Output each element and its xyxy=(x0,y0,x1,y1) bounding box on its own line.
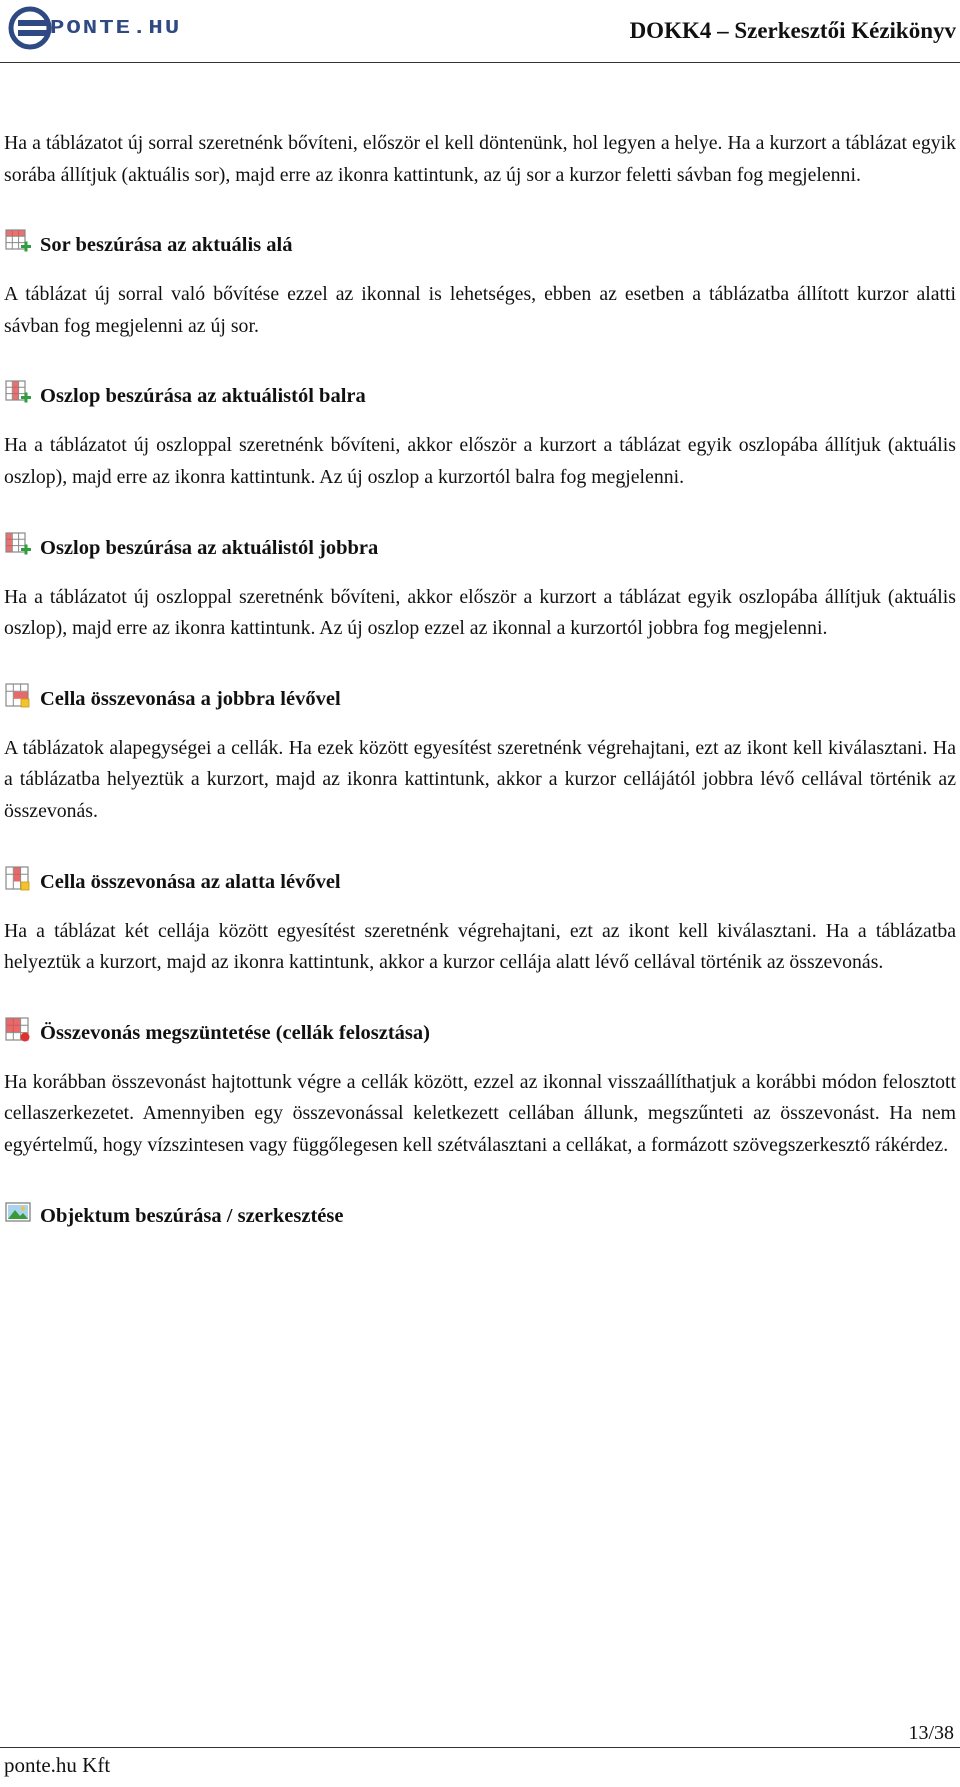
ponte-logo-mark-icon xyxy=(8,6,56,50)
section-merge-cell-down xyxy=(4,854,956,979)
section-heading xyxy=(4,854,956,896)
section-heading xyxy=(4,1005,956,1047)
section-title: Sor beszúrása az aktuális alá xyxy=(40,234,293,257)
section-text: Ha korábban összevonást hajtottunk végre a cellák között, ezzel az ikonnal visszaállíthatjuk a korábbi módon felosztott cellaszerkezetet. Amennyiben egy összevonással keletkezett cellában állunk, megszűnteti az összevonást. Ha nem egyértelmű, hogy vízszintesen vagy függőlegesen kell szétválasztani a cellákat, a formázott szövegszerkesztő rákérdez. xyxy=(4,1070,956,1156)
section-split-cells xyxy=(4,1005,956,1162)
logo-text: PONTE.HU xyxy=(50,16,182,40)
section-insert-row-below xyxy=(4,217,956,342)
section-insert-column-left xyxy=(4,368,956,493)
section-heading xyxy=(4,1188,956,1230)
section-heading xyxy=(4,217,956,259)
split-cells-icon[interactable] xyxy=(4,1015,34,1047)
page-content xyxy=(4,128,956,1250)
ponte-logo xyxy=(8,6,181,50)
company-name: ponte.hu Kft xyxy=(4,1753,111,1777)
document-title: DOKK4 – Szerkesztői Kézikönyv xyxy=(629,18,956,43)
section-title: Objektum beszúrása / szerkesztése xyxy=(40,1204,344,1227)
merge-cell-right-icon[interactable] xyxy=(4,681,34,713)
section-insert-object xyxy=(4,1188,956,1230)
section-heading xyxy=(4,368,956,410)
section-title: Oszlop beszúrása az aktuálistól jobbra xyxy=(40,536,379,559)
page-number: 13/38 xyxy=(908,1722,954,1744)
insert-column-right-icon[interactable] xyxy=(4,530,34,562)
section-title: Cella összevonása a jobbra lévővel xyxy=(40,687,341,710)
section-text: Ha a táblázat két cellája között egyesítést szeretnénk végrehajtani, ezt az ikont kell kiválasztani. Ha a táblázatba helyeztük a kurzort, majd az ikonra kattintunk, akkor a kurzor cellája alatt lévő cellával történik az összevonás. xyxy=(4,919,956,974)
footer-divider xyxy=(0,1747,960,1748)
section-insert-column-right xyxy=(4,520,956,645)
section-text: Ha a táblázatot új oszloppal szeretnénk bővíteni, akkor először a kurzort a táblázat egyik oszlopába állítjuk (aktuális oszlop), majd erre az ikonra kattintunk. Az új oszlop ezzel az ikonnal a kurzortól jobbra fog megjelenni. xyxy=(4,585,956,640)
section-merge-cell-right xyxy=(4,671,956,828)
insert-row-below-icon[interactable] xyxy=(4,227,34,259)
merge-cell-down-icon[interactable] xyxy=(4,864,34,896)
intro-paragraph: Ha a táblázatot új sorral szeretnénk bővíteni, először el kell döntenünk, hol legyen a helye. Ha a kurzort a táblázat egyik sorába állítjuk (aktuális sor), majd erre az ikonra kattintunk, az új sor a kurzor feletti sávban fog megjelenni. xyxy=(4,132,956,186)
section-heading xyxy=(4,671,956,713)
section-title: Cella összevonása az alatta lévővel xyxy=(40,870,341,893)
section-title: Oszlop beszúrása az aktuálistól balra xyxy=(40,385,366,408)
section-heading xyxy=(4,520,956,562)
insert-column-left-icon[interactable] xyxy=(4,378,34,410)
section-text: Ha a táblázatot új oszloppal szeretnénk bővíteni, akkor először a kurzort a táblázat egyik oszlopába állítjuk (aktuális oszlop), majd erre az ikonra kattintunk. Az új oszlop a kurzortól balra fog megjelenni. xyxy=(4,434,956,488)
section-title: Összevonás megszüntetése (cellák felosztása) xyxy=(40,1021,430,1044)
page-header xyxy=(0,0,960,63)
section-text: A táblázat új sorral való bővítése ezzel az ikonnal is lehetséges, ebben az esetben a táblázatba állított kurzor alatti sávban fog megjelenni az új sor. xyxy=(4,283,956,337)
insert-object-icon[interactable] xyxy=(4,1198,34,1230)
section-text: A táblázatok alapegységei a cellák. Ha ezek között egyesítést szeretnénk végrehajtani, ezt az ikont kell kiválasztani. Ha a táblázatba helyeztük a kurzort, majd az ikonra kattintunk, akkor a kurzor cellájától jobbra lévő cellával történik az összevonás. xyxy=(4,736,956,822)
